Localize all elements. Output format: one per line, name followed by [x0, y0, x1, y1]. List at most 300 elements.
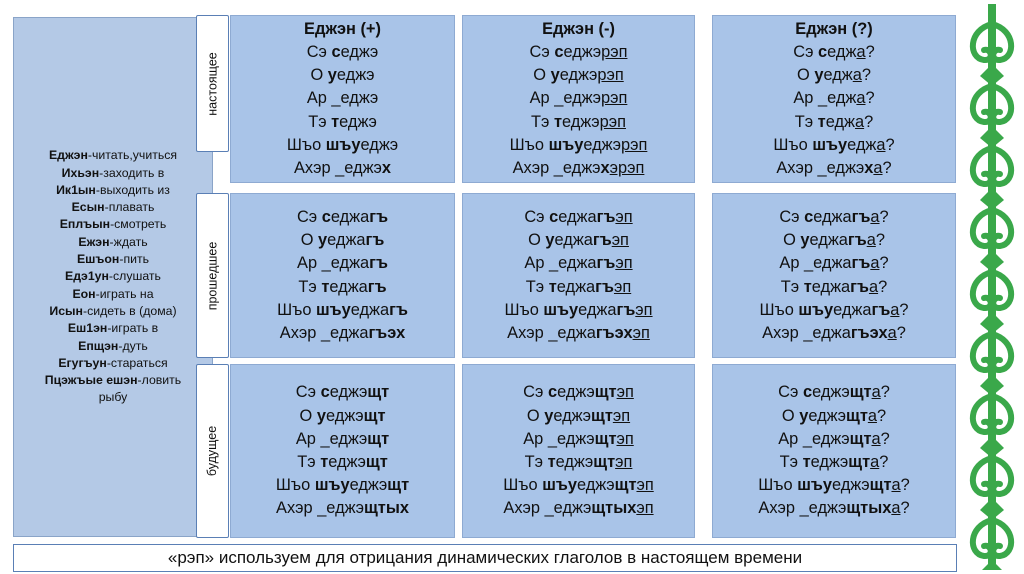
conjugation-line	[776, 157, 891, 180]
vocab-item	[72, 286, 153, 303]
text-segment: Ахэр _еджэ	[276, 499, 364, 518]
vocab-word: Еджэн	[48, 148, 88, 163]
text-segment: еджа	[578, 300, 617, 319]
ornament-shape	[980, 312, 1004, 334]
text-segment: Сэ	[793, 42, 819, 61]
text-segment: еджа	[809, 231, 848, 250]
vocab-word: Ешъон	[76, 252, 120, 267]
text-segment: еджа	[811, 277, 851, 296]
text-segment: Тэ	[298, 277, 322, 296]
underlined-segment: а	[852, 66, 862, 85]
bold-segment: щт	[848, 453, 871, 471]
ornament-shape	[980, 436, 1004, 458]
bold-segment: гъ	[851, 254, 871, 273]
conjugation-line	[762, 322, 906, 345]
bold-segment: щт	[869, 476, 892, 495]
bold-segment: гъэх	[850, 323, 888, 342]
text-segment: О	[797, 66, 815, 85]
bold-segment: т	[331, 112, 340, 131]
bold-segment: с	[321, 207, 331, 226]
column-header: Еджэн (+)	[304, 19, 381, 38]
text-segment: еджэ	[831, 476, 870, 495]
text-segment: Тэ	[525, 277, 549, 296]
conjugation-line	[779, 252, 888, 275]
text-segment: Сэ	[524, 207, 550, 226]
bold-segment: т	[320, 453, 329, 471]
vocab-word: Еплъын	[59, 217, 111, 232]
bold-segment: х	[600, 159, 610, 177]
bold-segment: щт	[387, 476, 410, 495]
text-segment: еджэ	[555, 453, 594, 471]
vocab-word: Едэ1ун	[65, 269, 109, 284]
vocab-meaning: -читать,учиться	[87, 148, 178, 163]
conjugation-line	[778, 428, 889, 451]
text-segment: еджа	[813, 207, 852, 226]
bold-segment: гъ	[596, 254, 616, 273]
text-segment: едж	[823, 66, 853, 85]
conjugation-line	[307, 41, 379, 64]
text-segment: Сэ	[529, 42, 555, 61]
text-segment: Сэ	[523, 383, 548, 402]
bold-segment: т	[803, 277, 812, 296]
text-segment: еджэ	[557, 383, 595, 402]
column-header: Еджэн (-)	[542, 19, 615, 38]
ornament-shape	[980, 64, 1004, 86]
text-segment: еджэ	[576, 476, 615, 495]
conjugation-line	[525, 451, 633, 474]
conjugation-cell	[230, 15, 455, 183]
conjugation-cell	[712, 15, 956, 183]
bold-segment: гъ	[592, 231, 612, 250]
bold-segment: гъ	[595, 277, 614, 296]
conjugation-cell	[712, 193, 956, 358]
text-segment: ?	[900, 476, 910, 495]
vocab-word: Еон	[72, 286, 96, 301]
bold-segment: у	[318, 231, 328, 250]
tense-label-future	[196, 364, 229, 538]
underlined-segment: эп	[636, 499, 654, 518]
vocab-word: Пцэжъые ешэн	[44, 373, 138, 388]
vocab-meaning: -слушать	[108, 269, 161, 284]
conjugation-line	[531, 111, 626, 134]
text-segment: Ахэр _еджэ	[512, 159, 601, 177]
underlined-segment: рэп	[620, 135, 648, 154]
vocab-item	[77, 251, 149, 268]
underlined-segment: эп	[613, 277, 632, 296]
text-segment: еджэ	[563, 42, 602, 61]
text-segment: Ахэр _еджа	[279, 323, 369, 342]
text-segment: Ахэр _еджэ	[293, 159, 382, 177]
text-segment: едж	[847, 135, 877, 154]
conjugation-cell	[462, 364, 695, 538]
text-segment: Ар _еджэ	[523, 429, 595, 448]
underlined-segment: а	[891, 476, 901, 495]
conjugation-line	[758, 474, 909, 497]
bold-segment: гъ	[847, 231, 867, 250]
conjugation-line	[530, 87, 628, 110]
tense-label-text: прошедшее	[205, 241, 220, 310]
conjugation-line	[793, 41, 874, 64]
vocab-item	[49, 303, 176, 320]
underlined-segment: а	[891, 499, 901, 518]
bold-segment: щт	[614, 476, 637, 495]
vocab-word: Егугъун	[58, 355, 107, 370]
vocab-item	[58, 355, 167, 372]
tense-label-text: настоящее	[205, 51, 220, 116]
footer-note	[13, 544, 957, 572]
bold-segment: у	[545, 231, 555, 250]
text-segment: еджэ	[810, 453, 849, 471]
bold-segment: т	[553, 112, 562, 131]
bold-segment: гъ	[389, 300, 408, 319]
bold-segment: шъу	[798, 300, 834, 319]
bold-segment: щт	[590, 406, 613, 425]
text-segment: еджа	[327, 231, 366, 250]
text-segment: ?	[861, 66, 871, 85]
underlined-segment: эп	[616, 383, 634, 402]
bold-segment: шъу	[812, 135, 848, 154]
text-segment: Тэ	[524, 453, 548, 471]
bold-segment: шъу	[548, 135, 584, 154]
text-segment: еджа	[558, 207, 597, 226]
conjugation-line	[503, 474, 653, 497]
bold-segment: щтых	[363, 499, 409, 518]
conjugation-line	[793, 87, 874, 110]
vocab-meaning: рыбу	[98, 390, 128, 405]
bold-segment: шъу	[314, 476, 350, 495]
underlined-segment: а	[870, 453, 880, 471]
vocab-item	[56, 182, 170, 199]
text-segment: Шъо	[758, 476, 798, 495]
bold-segment: щт	[594, 429, 617, 448]
vocab-meaning: -играть на	[95, 286, 154, 301]
text-segment: Ар _еджэ	[778, 429, 850, 448]
text-segment: ?	[879, 207, 889, 226]
conjugation-cell	[230, 364, 455, 538]
bold-segment: у	[327, 66, 337, 85]
conjugation-line	[296, 428, 389, 451]
bold-segment: у	[799, 406, 809, 425]
text-segment: ?	[896, 323, 906, 342]
text-segment: ?	[876, 406, 887, 425]
text-segment: Ар _еджэ	[529, 89, 601, 108]
ornament-shape	[980, 560, 1004, 570]
bold-segment: шъу	[542, 476, 577, 495]
bold-segment: гъ	[596, 207, 616, 226]
text-segment: Тэ	[531, 112, 554, 131]
bold-segment: у	[316, 406, 326, 425]
conjugation-line	[523, 428, 633, 451]
text-segment: еджа	[329, 277, 368, 296]
conjugation-line	[503, 497, 653, 520]
underlined-segment: а	[866, 231, 876, 250]
underlined-segment: а	[855, 112, 865, 131]
text-segment: О	[310, 66, 328, 85]
text-segment: Ахэр _еджэ	[758, 499, 847, 518]
bold-segment: с	[818, 42, 828, 61]
vocab-word: Епщэн	[78, 338, 119, 353]
ornament-shape	[980, 188, 1004, 210]
bold-segment: гъ	[369, 207, 389, 226]
vocab-item	[60, 216, 167, 233]
bold-segment: щт	[593, 453, 616, 471]
conjugation-line	[298, 276, 386, 299]
text-segment: еджэ	[583, 135, 621, 154]
vocab-item	[78, 338, 148, 355]
text-segment: О	[533, 66, 551, 85]
vocab-meaning: -ждать	[109, 234, 148, 249]
text-segment: еджэ	[329, 383, 368, 402]
conjugation-line	[287, 134, 398, 157]
text-segment: еджэ	[325, 406, 364, 425]
conjugation-line	[779, 206, 888, 229]
underlined-segment: рэп	[601, 89, 628, 108]
bold-segment: т	[817, 112, 826, 131]
conjugation-line	[773, 134, 894, 157]
bold-segment: гъ	[871, 300, 891, 319]
text-segment: ?	[880, 383, 890, 402]
column-header: Еджэн (?)	[795, 19, 873, 38]
underlined-segment: а	[871, 429, 881, 448]
underlined-segment: а	[890, 300, 900, 319]
tense-label-text: будущее	[205, 425, 220, 477]
vocab-item	[68, 320, 158, 337]
text-segment: ?	[865, 42, 875, 61]
bold-segment: у	[550, 66, 560, 85]
vocab-meaning: -смотреть	[110, 217, 167, 232]
underlined-segment: а	[867, 406, 877, 425]
bold-segment: с	[549, 207, 559, 226]
conjugation-line	[510, 134, 648, 157]
underlined-segment: а	[856, 89, 866, 108]
text-segment: ?	[880, 429, 890, 448]
conjugation-line	[300, 405, 386, 428]
text-segment: Шъо	[277, 300, 316, 319]
conjugation-cell	[230, 193, 455, 358]
vocab-item	[99, 389, 128, 406]
bold-segment: щтых	[591, 499, 637, 518]
underlined-segment: эрэп	[609, 159, 645, 177]
ornament-shape	[980, 498, 1004, 520]
conjugation-line	[782, 405, 886, 428]
vocab-meaning: -выходить из	[95, 182, 170, 197]
text-segment: Ахэр _еджа	[762, 323, 851, 342]
bold-segment: гъ	[365, 231, 385, 250]
text-segment: Шъо	[275, 476, 315, 495]
text-segment: ?	[878, 277, 888, 296]
bold-segment: шъу	[316, 300, 351, 319]
text-segment: еджэ	[561, 112, 600, 131]
text-segment: едж	[827, 42, 857, 61]
bold-segment: гъ	[850, 277, 869, 296]
conjugation-line	[307, 87, 378, 110]
conjugation-line	[513, 157, 645, 180]
text-segment: Ар _еджа	[297, 254, 370, 273]
conjugation-line	[527, 405, 630, 428]
underlined-segment: рэп	[599, 112, 626, 131]
vocab-word: Исын	[49, 303, 83, 318]
bold-segment: щт	[367, 429, 390, 448]
text-segment: Шъо	[759, 300, 799, 319]
vocab-meaning: -дуть	[118, 338, 148, 353]
bold-segment: щт	[849, 383, 872, 402]
text-segment: еджа	[833, 300, 872, 319]
conjugation-cell	[462, 193, 695, 358]
footer-text: «рэп» используем для отрицания динамических глаголов в настоящем времени	[167, 548, 803, 567]
bold-segment: х	[381, 159, 392, 177]
text-segment: Сэ	[778, 383, 803, 402]
conjugation-line	[781, 276, 887, 299]
underlined-segment: рэп	[597, 66, 624, 85]
underlined-segment: рэп	[601, 42, 628, 61]
text-segment: ?	[899, 300, 909, 319]
bold-segment: у	[814, 66, 824, 85]
bold-segment: у	[544, 406, 554, 425]
ornament-shape	[980, 126, 1004, 148]
ornament-shape	[980, 250, 1004, 272]
bold-segment: щт	[365, 453, 388, 471]
text-segment: Ахэр _еджэ	[503, 499, 592, 518]
conjugation-line	[297, 252, 388, 275]
bold-segment: щт	[363, 406, 386, 425]
text-segment: едж	[825, 112, 855, 131]
underlined-segment: а	[887, 323, 897, 342]
conjugation-line	[533, 64, 623, 87]
text-segment: Сэ	[295, 383, 321, 402]
vocab-meaning: -стараться	[106, 355, 168, 370]
bold-segment: щт	[849, 429, 872, 448]
vocab-meaning: -пить	[119, 252, 150, 267]
ornament-border	[966, 4, 1018, 570]
text-segment: ?	[879, 453, 889, 471]
conjugation-line	[310, 64, 374, 87]
bold-segment: щт	[845, 406, 868, 425]
underlined-segment: а	[870, 207, 880, 226]
vocab-item	[72, 199, 155, 216]
conjugation-line	[507, 322, 650, 345]
text-segment: О	[300, 231, 318, 250]
bold-segment: шъу	[543, 300, 579, 319]
bold-segment: с	[320, 383, 330, 402]
underlined-segment: эп	[612, 406, 631, 425]
text-segment: Шъо	[509, 135, 549, 154]
text-segment: О	[528, 231, 546, 250]
bold-segment: х	[864, 159, 874, 177]
underlined-segment: а	[870, 254, 880, 273]
vocab-meaning: -сидеть в (дома)	[82, 303, 177, 318]
text-segment: Шъо	[504, 300, 544, 319]
underlined-segment: а	[871, 383, 881, 402]
text-segment: Тэ	[308, 112, 332, 131]
text-segment: еджа	[350, 300, 390, 319]
conjugation-line	[797, 64, 871, 87]
bold-segment: гъэх	[595, 323, 633, 342]
vocab-word: Ихьэн	[61, 165, 100, 180]
text-segment: Тэ	[794, 112, 818, 131]
vocab-word: Ежэн	[78, 234, 110, 249]
text-segment: Ахэр _еджэ	[776, 159, 865, 177]
text-segment: Ар _еджэ	[306, 89, 379, 108]
bold-segment: щт	[594, 383, 617, 402]
vocab-word: Есын	[71, 200, 105, 215]
conjugation-line	[524, 206, 632, 229]
conjugation-line	[504, 299, 652, 322]
text-segment: еджэ	[336, 66, 375, 85]
vocabulary-panel	[13, 17, 213, 537]
conjugation-line	[530, 41, 628, 64]
text-segment: Шъо	[503, 476, 543, 495]
text-segment: еджэ	[812, 383, 850, 402]
bold-segment: т	[321, 277, 330, 296]
conjugation-line	[778, 381, 890, 404]
conjugation-line	[296, 381, 389, 404]
text-segment: ?	[885, 135, 895, 154]
bold-segment: с	[804, 207, 814, 226]
underlined-segment: а	[876, 135, 886, 154]
conjugation-line	[280, 322, 405, 345]
text-segment: Ар _едж	[793, 89, 857, 108]
text-segment: О	[299, 406, 317, 425]
bold-segment: гъэх	[368, 323, 406, 342]
text-segment: Шъо	[773, 135, 813, 154]
vocab-item	[49, 147, 177, 164]
bold-segment: с	[802, 383, 813, 402]
text-segment: Ар _еджа	[524, 254, 597, 273]
text-segment: Тэ	[297, 453, 321, 471]
text-segment: еджэ	[360, 135, 399, 154]
text-segment: ?	[879, 254, 889, 273]
underlined-segment: эп	[615, 254, 633, 273]
text-segment: ?	[864, 112, 874, 131]
conjugation-line	[294, 157, 391, 180]
text-segment: Сэ	[306, 42, 332, 61]
conjugation-line	[301, 229, 385, 252]
underlined-segment: эп	[616, 429, 634, 448]
text-segment: еджэ	[553, 406, 591, 425]
underlined-segment: эп	[611, 231, 629, 250]
text-segment: еджа	[330, 207, 370, 226]
text-segment: Тэ	[780, 277, 804, 296]
underlined-segment: эп	[636, 476, 654, 495]
conjugation-line	[528, 229, 629, 252]
text-segment: О	[526, 406, 545, 425]
tense-label-present	[196, 15, 229, 152]
bold-segment: шъу	[797, 476, 832, 495]
underlined-segment: эп	[632, 323, 650, 342]
conjugation-line	[276, 474, 409, 497]
text-segment: Ахэр _еджа	[507, 323, 596, 342]
conjugation-cell	[462, 15, 695, 183]
underlined-segment: эп	[615, 207, 633, 226]
text-segment: еджэ	[349, 476, 388, 495]
bold-segment: гъ	[367, 277, 387, 296]
bold-segment: с	[554, 42, 564, 61]
conjugation-line	[308, 111, 377, 134]
vocab-meaning: -играть в	[107, 321, 159, 336]
bold-segment: т	[802, 453, 811, 471]
vocab-word: Ик1ын	[56, 182, 96, 197]
vocab-word: Еш1эн	[67, 321, 108, 336]
text-segment: Сэ	[296, 207, 322, 226]
conjugation-line	[277, 299, 408, 322]
bold-segment: щтых	[846, 499, 892, 518]
bold-segment: у	[800, 231, 810, 250]
underlined-segment: эп	[615, 453, 633, 471]
text-segment: еджэ	[808, 406, 846, 425]
bold-segment: гъ	[851, 207, 871, 226]
underlined-segment: а	[873, 159, 883, 177]
text-segment: еджэ	[559, 66, 598, 85]
